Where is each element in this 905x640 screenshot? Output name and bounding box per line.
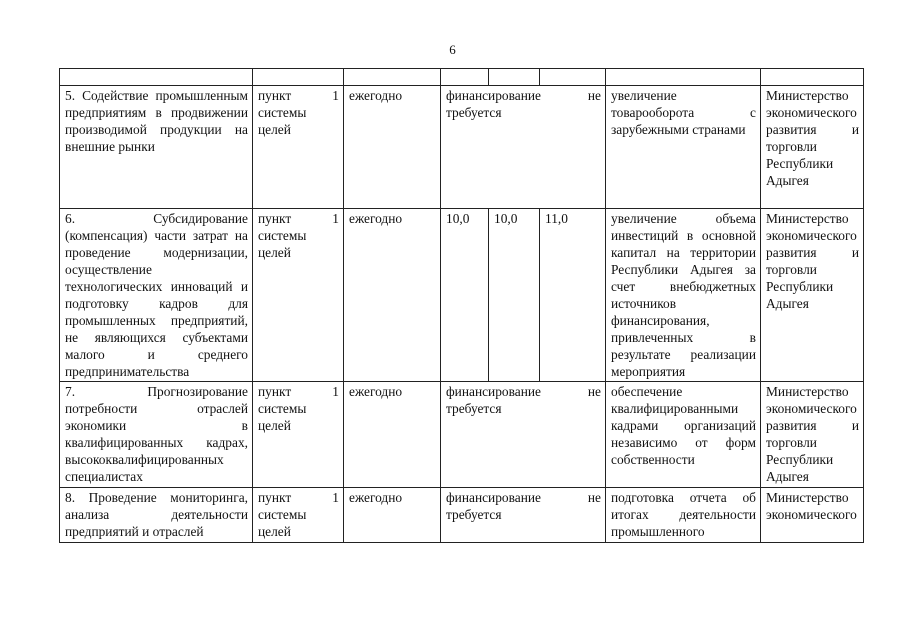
header-cell (489, 69, 540, 86)
executor-cell: Министерство экономического (761, 488, 864, 543)
task-cell: 6. Субсидирование (компенсация) части затрат на проведение модернизации, осуществление технологических инноваций и подготовку кадров для промышленных предприятий, не являющихся субъектами малого и среднего предпринимательства (60, 209, 253, 382)
financing-value-cell: 10,0 (489, 209, 540, 382)
result-cell: увеличение товарооборота с зарубежными странами (606, 86, 761, 209)
link-cell: пункт 1 системы целей (253, 382, 344, 488)
task-cell: 5. Содействие промышленным предприятиям в продвижении производимой продукции на внешние рынки (60, 86, 253, 209)
period-cell: ежегодно (344, 86, 441, 209)
header-cell (606, 69, 761, 86)
link-cell: пункт 1 системы целей (253, 86, 344, 209)
financing-cell: финансирование не требуется (441, 382, 606, 488)
table-row (60, 488, 864, 543)
period-cell: ежегодно (344, 488, 441, 543)
period-cell: ежегодно (344, 209, 441, 382)
link-cell: пункт 1 системы целей (253, 488, 344, 543)
table-row (60, 209, 864, 382)
financing-value-cell: 10,0 (441, 209, 489, 382)
period-cell: ежегодно (344, 382, 441, 488)
task-cell: 7. Прогнозирование потребности отраслей экономики в квалифицированных кадрах, высококвалифицированных специалистах (60, 382, 253, 488)
header-cell (253, 69, 344, 86)
result-cell: увеличение объема инвестиций в основной капитал на территории Республики Адыгея за счет внебюджетных источников финансирования, привлеченных в результате реализации мероприятия (606, 209, 761, 382)
page-number: 6 (449, 42, 456, 57)
financing-cell: финансирование не требуется (441, 86, 606, 209)
link-cell: пункт 1 системы целей (253, 209, 344, 382)
executor-cell: Министерство экономического развития и торговли Республики Адыгея (761, 382, 864, 488)
measures-table (59, 68, 864, 543)
table-row (60, 86, 864, 209)
header-cell (761, 69, 864, 86)
header-cell (60, 69, 253, 86)
result-cell: обеспечение квалифицированными кадрами организаций независимо от форм собственности (606, 382, 761, 488)
executor-cell: Министерство экономического развития и торговли Республики Адыгея (761, 86, 864, 209)
header-cell (344, 69, 441, 86)
executor-cell: Министерство экономического развития и торговли Республики Адыгея (761, 209, 864, 382)
task-cell: 8. Проведение мониторинга, анализа деятельности предприятий и отраслей (60, 488, 253, 543)
table-row (60, 382, 864, 488)
financing-cell: финансирование не требуется (441, 488, 606, 543)
table-header-row (60, 69, 864, 86)
header-cell (441, 69, 489, 86)
financing-value-cell: 11,0 (540, 209, 606, 382)
result-cell: подготовка отчета об итогах деятельности промышленного (606, 488, 761, 543)
header-cell (540, 69, 606, 86)
